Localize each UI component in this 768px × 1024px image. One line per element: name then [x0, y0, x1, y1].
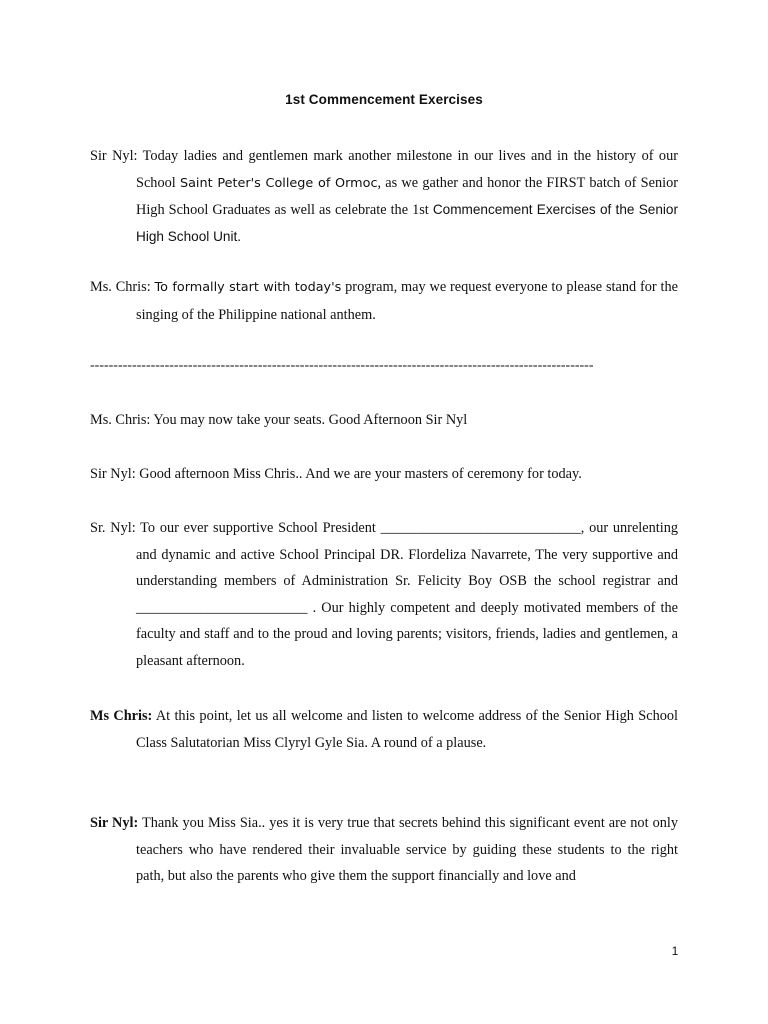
paragraph-ms-chris-anthem: [90, 274, 678, 328]
paragraph-text: At this point, let us all welcome and listen to welcome address of the Senior High School Class Salutatorian Miss Clyryl Gyle Sia. A round of a plause.: [136, 708, 678, 751]
paragraph-sir-nyl-masters: Sir Nyl: Good afternoon Miss Chris.. And we are your masters of ceremony for today.: [90, 466, 582, 482]
paragraph-ms-chris-seats: Ms. Chris: You may now take your seats. Good Afternoon Sir Nyl: [90, 412, 468, 428]
paragraph-ms-chris-welcome: [90, 703, 678, 756]
paragraph-text: To formally start with today's: [154, 280, 342, 295]
page-number: 1: [671, 944, 679, 958]
paragraph-sr-nyl-greetings: Sr. Nyl: To our ever supportive School President ____________________________, our unrelenting and dynamic and active School Principal DR. Flordeliza Navarrete, The very supportive and understanding members of Administration Sr. Felicity Boy OSB the school registrar and ________________________ . Our highly competent and deeply motivated members of the faculty and staff and to the proud and loving parents; visitors, friends, ladies and gentlemen, a pleasant afternoon.: [90, 520, 678, 669]
paragraph-text: Thank you Miss Sia.. yes it is very true that secrets behind this significant event are not only teachers who have rendered their invaluable service by guiding these students to the right path, but also the parents who give them the support financially and love and: [136, 815, 678, 885]
school-name: Saint Peter's College of Ormoc: [179, 175, 378, 191]
paragraph-text: Ms. Chris:: [90, 279, 155, 295]
speaker-label: Ms Chris:: [90, 708, 153, 724]
speaker-label: Sir Nyl:: [90, 815, 139, 831]
document-title: 1st Commencement Exercises: [285, 92, 483, 107]
section-divider: ------------------------------------------------------------------------------------------------------------: [90, 358, 594, 373]
paragraph-text: program, may we request everyone to please stand for the singing of the Philippine national anthem.: [136, 279, 678, 323]
paragraph-text: , as we gather and honor the FIRST batch of Senior High School Graduates as well as celebrate the 1st: [136, 174, 678, 219]
paragraph-sir-nyl-thanks: [90, 810, 678, 890]
paragraph-sir-nyl-opening: [90, 143, 678, 250]
paragraph-text: Commencement Exercises of the Senior High School Unit.: [136, 202, 678, 244]
paragraph-text: Sir Nyl: Today ladies and gentlemen mark another milestone in our lives and in the history of our School: [90, 148, 678, 191]
